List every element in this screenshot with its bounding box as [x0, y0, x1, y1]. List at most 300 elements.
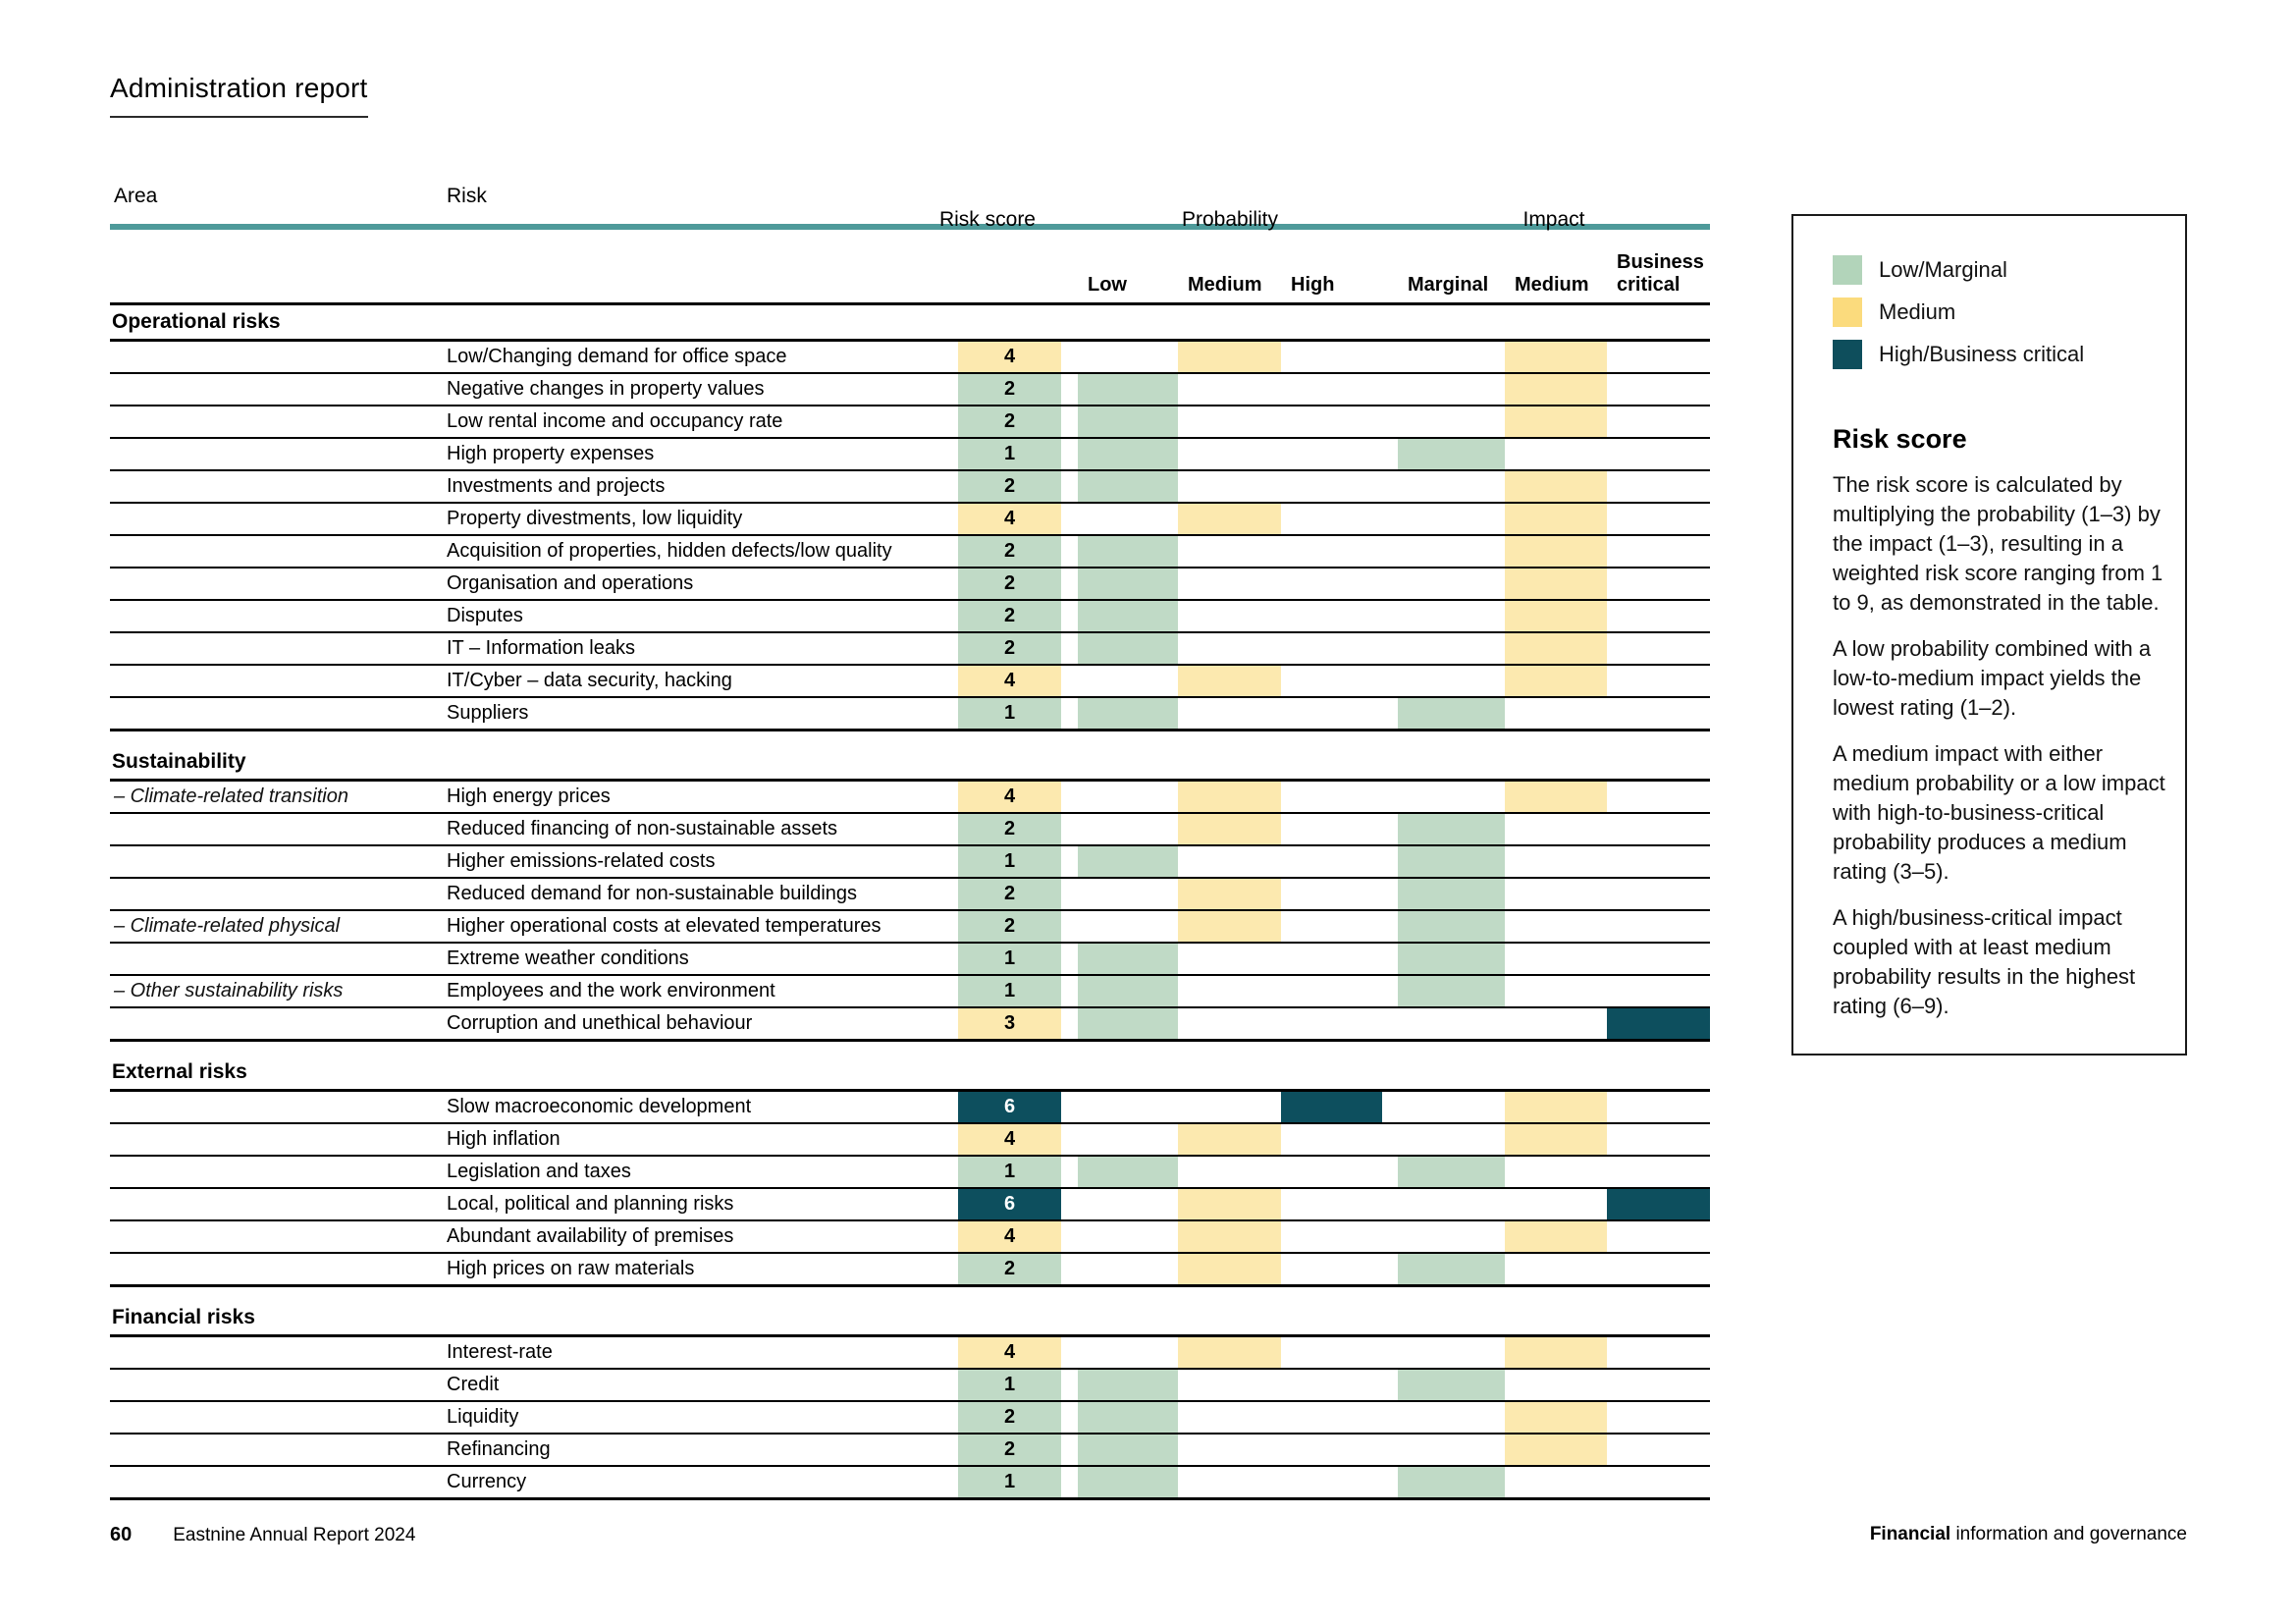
score-cell: 2	[958, 1254, 1061, 1284]
impact-marginal-cell	[1398, 568, 1505, 599]
impact-marginal-cell	[1398, 536, 1505, 567]
area-cell	[110, 1337, 447, 1368]
table-row	[110, 1157, 1710, 1189]
impact-business-critical-cell	[1607, 846, 1710, 877]
impact-marginal-cell	[1398, 374, 1505, 405]
probability-medium-cell	[1178, 504, 1281, 534]
risk-cell: IT/Cyber – data security, hacking	[447, 670, 732, 691]
impact-marginal-cell	[1398, 601, 1505, 631]
gap-cell	[1382, 846, 1398, 877]
gap-cell	[1382, 666, 1398, 696]
gap-cell	[1382, 439, 1398, 469]
risk-cell: Credit	[447, 1374, 500, 1395]
impact-business-critical-cell	[1607, 1467, 1710, 1497]
impact-marginal-cell	[1398, 814, 1505, 844]
probability-low-cell	[1078, 439, 1178, 469]
risk-cell: Interest-rate	[447, 1341, 553, 1363]
impact-marginal-cell	[1398, 1008, 1505, 1039]
score-cell: 2	[958, 879, 1061, 909]
area-cell	[110, 1008, 447, 1039]
impact-marginal-cell	[1398, 1467, 1505, 1497]
risk-cell: Organisation and operations	[447, 572, 694, 594]
area-cell	[110, 342, 447, 372]
impact-business-critical-cell	[1607, 782, 1710, 812]
probability-low-cell	[1078, 1124, 1178, 1155]
score-cell: 1	[958, 1467, 1061, 1497]
probability-low-cell	[1078, 1435, 1178, 1465]
score-cell: 1	[958, 846, 1061, 877]
area-cell	[110, 666, 447, 696]
risk-section	[110, 305, 1710, 731]
risk-cell: Extreme weather conditions	[447, 947, 689, 969]
impact-medium-cell	[1505, 568, 1607, 599]
score-cell: 4	[958, 782, 1061, 812]
table-row	[110, 601, 1710, 633]
table-row	[110, 406, 1710, 439]
header-impact: Impact	[1522, 208, 1585, 231]
impact-business-critical-cell	[1607, 439, 1710, 469]
area-cell	[110, 698, 447, 729]
probability-high-cell	[1281, 1467, 1382, 1497]
impact-business-critical-cell	[1607, 568, 1710, 599]
probability-medium-cell	[1178, 633, 1281, 664]
table-row	[110, 1124, 1710, 1157]
header-probability: Probability	[1181, 208, 1279, 231]
probability-high-cell	[1281, 439, 1382, 469]
risk-section	[110, 1301, 1710, 1500]
probability-low-cell	[1078, 504, 1178, 534]
gap-cell	[1061, 1435, 1078, 1465]
score-cell: 4	[958, 504, 1061, 534]
risk-cell: Suppliers	[447, 702, 529, 724]
score-cell: 2	[958, 633, 1061, 664]
probability-low-cell	[1078, 1370, 1178, 1400]
impact-marginal-cell	[1398, 1124, 1505, 1155]
probability-medium-cell	[1178, 1370, 1281, 1400]
probability-high-cell	[1281, 666, 1382, 696]
impact-marginal-cell	[1398, 1370, 1505, 1400]
area-cell	[110, 1092, 447, 1122]
table-row	[110, 666, 1710, 698]
table-row	[110, 1402, 1710, 1435]
probability-low-cell	[1078, 1337, 1178, 1368]
gap-cell	[1061, 911, 1078, 942]
probability-high-cell	[1281, 944, 1382, 974]
panel-paragraph: A high/business-critical impact coupled with at least medium probability results in the highest rating (6–9).	[1833, 905, 2136, 1018]
gap-cell	[1061, 782, 1078, 812]
medium-swatch-icon	[1833, 298, 1862, 327]
table-row	[110, 814, 1710, 846]
impact-medium-cell	[1505, 911, 1607, 942]
table-row	[110, 374, 1710, 406]
area-cell	[110, 846, 447, 877]
footer-left	[110, 1524, 415, 1546]
table-row	[110, 439, 1710, 471]
impact-business-critical-cell	[1607, 976, 1710, 1006]
probability-medium-cell	[1178, 536, 1281, 567]
gap-cell	[1061, 976, 1078, 1006]
gap-cell	[1382, 814, 1398, 844]
impact-marginal-cell	[1398, 1254, 1505, 1284]
table-row	[110, 536, 1710, 568]
probability-high-cell	[1281, 814, 1382, 844]
area-cell	[110, 1435, 447, 1465]
area-cell	[110, 1221, 447, 1252]
score-cell: 2	[958, 1402, 1061, 1433]
gap-cell	[1061, 374, 1078, 405]
probability-high-cell	[1281, 1337, 1382, 1368]
section-title: Operational risks	[110, 305, 1710, 342]
probability-medium-cell	[1178, 1254, 1281, 1284]
probability-low-cell	[1078, 1008, 1178, 1039]
area-cell	[110, 1467, 447, 1497]
score-cell: 1	[958, 1370, 1061, 1400]
gap-cell	[1382, 944, 1398, 974]
risk-cell: Higher emissions-related costs	[447, 850, 716, 872]
area-cell	[110, 1254, 447, 1284]
risk-cell: High prices on raw materials	[447, 1258, 695, 1279]
impact-business-critical-cell	[1607, 1008, 1710, 1039]
probability-high-cell	[1281, 1402, 1382, 1433]
gap-cell	[1061, 944, 1078, 974]
impact-medium-cell	[1505, 1370, 1607, 1400]
probability-medium-cell	[1178, 568, 1281, 599]
risk-cell: Disputes	[447, 605, 523, 626]
impact-business-critical-cell	[1607, 342, 1710, 372]
probability-high-cell	[1281, 406, 1382, 437]
probability-low-cell	[1078, 814, 1178, 844]
score-cell: 2	[958, 406, 1061, 437]
probability-high-cell	[1281, 976, 1382, 1006]
gap-cell	[1061, 666, 1078, 696]
impact-business-critical-cell	[1607, 471, 1710, 502]
footer-section-rest: information and governance	[1950, 1524, 2187, 1544]
risk-cell: Employees and the work environment	[447, 980, 775, 1001]
score-cell: 2	[958, 911, 1061, 942]
impact-marginal-cell	[1398, 1435, 1505, 1465]
gap-cell	[1061, 342, 1078, 372]
impact-medium-cell	[1505, 1157, 1607, 1187]
risk-cell: Reduced financing of non-sustainable assets	[447, 818, 838, 839]
score-cell: 1	[958, 944, 1061, 974]
impact-marginal-cell	[1398, 633, 1505, 664]
area-cell	[110, 536, 447, 567]
panel-paragraph: The risk score is calculated by multiplying the probability (1–3) by the impact (1–3), resulting in a weighted risk score ranging from 1 to 9, as demonstrated in the table.	[1833, 472, 2163, 615]
area-cell	[110, 601, 447, 631]
probability-low-cell	[1078, 1157, 1178, 1187]
impact-business-critical-cell	[1607, 1092, 1710, 1122]
probability-high-cell	[1281, 846, 1382, 877]
table-row	[110, 568, 1710, 601]
gap-cell	[1382, 1337, 1398, 1368]
impact-medium-cell	[1505, 601, 1607, 631]
probability-low-cell	[1078, 911, 1178, 942]
gap-cell	[1061, 1467, 1078, 1497]
gap-cell	[1061, 1124, 1078, 1155]
gap-cell	[1382, 1092, 1398, 1122]
impact-marginal-cell	[1398, 976, 1505, 1006]
probability-high-cell	[1281, 1124, 1382, 1155]
area-cell	[110, 1402, 447, 1433]
probability-low-cell	[1078, 633, 1178, 664]
probability-medium-cell	[1178, 601, 1281, 631]
impact-medium-cell	[1505, 1254, 1607, 1284]
subheader-impact-marginal: Marginal	[1408, 274, 1489, 296]
impact-business-critical-cell	[1607, 1402, 1710, 1433]
impact-business-critical-cell	[1607, 504, 1710, 534]
impact-business-critical-cell	[1607, 1221, 1710, 1252]
area-cell	[110, 879, 447, 909]
risk-cell: Acquisition of properties, hidden defects/low quality	[447, 540, 892, 562]
gap-cell	[1382, 1435, 1398, 1465]
probability-low-cell	[1078, 1254, 1178, 1284]
risk-cell: Higher operational costs at elevated temperatures	[447, 915, 881, 937]
impact-medium-cell	[1505, 1124, 1607, 1155]
area-cell	[110, 1124, 447, 1155]
gap-cell	[1061, 633, 1078, 664]
probability-low-cell	[1078, 601, 1178, 631]
impact-business-critical-cell	[1607, 698, 1710, 729]
gap-cell	[1382, 633, 1398, 664]
impact-medium-cell	[1505, 814, 1607, 844]
impact-marginal-cell	[1398, 1402, 1505, 1433]
probability-low-cell	[1078, 1092, 1178, 1122]
probability-low-cell	[1078, 1189, 1178, 1219]
risk-cell: Low rental income and occupancy rate	[447, 410, 783, 432]
table-row	[110, 944, 1710, 976]
impact-medium-cell	[1505, 1189, 1607, 1219]
probability-high-cell	[1281, 782, 1382, 812]
table-row	[110, 1254, 1710, 1287]
table-row	[110, 698, 1710, 731]
impact-marginal-cell	[1398, 342, 1505, 372]
gap-cell	[1382, 406, 1398, 437]
impact-business-critical-cell	[1607, 406, 1710, 437]
score-cell: 2	[958, 471, 1061, 502]
probability-low-cell	[1078, 666, 1178, 696]
footer-right	[1870, 1524, 2187, 1545]
impact-medium-cell	[1505, 536, 1607, 567]
impact-medium-cell	[1505, 1467, 1607, 1497]
probability-low-cell	[1078, 1402, 1178, 1433]
panel-paragraph: A medium impact with either medium probability or a low impact with high-to-business-critical probability produces a medium rating (3–5).	[1833, 741, 2165, 884]
probability-medium-cell	[1178, 1157, 1281, 1187]
gap-cell	[1061, 439, 1078, 469]
area-cell	[110, 504, 447, 534]
table-subheader-row	[110, 230, 1710, 305]
impact-medium-cell	[1505, 698, 1607, 729]
probability-high-cell	[1281, 911, 1382, 942]
footer-section-bold: Financial	[1869, 1524, 1951, 1544]
risk-cell: Low/Changing demand for office space	[447, 346, 787, 367]
probability-high-cell	[1281, 568, 1382, 599]
header-risk-score: Risk score	[938, 208, 1036, 231]
area-cell: – Climate-related transition	[114, 785, 348, 807]
score-cell: 2	[958, 814, 1061, 844]
gap-cell	[1382, 1402, 1398, 1433]
risk-cell: Property divestments, low liquidity	[447, 508, 743, 529]
subheader-probability-medium: Medium	[1188, 274, 1262, 296]
probability-low-cell	[1078, 1221, 1178, 1252]
score-cell: 2	[958, 1435, 1061, 1465]
gap-cell	[1061, 846, 1078, 877]
risk-cell: Currency	[447, 1471, 527, 1492]
impact-marginal-cell	[1398, 782, 1505, 812]
impact-marginal-cell	[1398, 504, 1505, 534]
gap-cell	[1061, 1254, 1078, 1284]
table-row	[110, 471, 1710, 504]
area-cell	[110, 814, 447, 844]
risk-cell: Legislation and taxes	[447, 1161, 631, 1182]
probability-medium-cell	[1178, 342, 1281, 372]
gap-cell	[1061, 1157, 1078, 1187]
report-name: Eastnine Annual Report 2024	[173, 1525, 416, 1545]
table-row	[110, 782, 1710, 814]
gap-cell	[1061, 1189, 1078, 1219]
probability-medium-cell	[1178, 1189, 1281, 1219]
probability-high-cell	[1281, 601, 1382, 631]
panel-heading: Risk score	[1833, 424, 1967, 454]
impact-business-critical-cell	[1607, 1254, 1710, 1284]
probability-medium-cell	[1178, 911, 1281, 942]
impact-business-critical-cell	[1607, 879, 1710, 909]
risk-cell: High inflation	[447, 1128, 561, 1150]
impact-business-critical-cell	[1607, 1157, 1710, 1187]
page-title: Administration report	[110, 73, 368, 118]
score-cell: 6	[958, 1092, 1061, 1122]
impact-marginal-cell	[1398, 439, 1505, 469]
impact-business-critical-cell	[1607, 944, 1710, 974]
area-cell	[110, 406, 447, 437]
probability-medium-cell	[1178, 846, 1281, 877]
score-cell: 4	[958, 666, 1061, 696]
probability-high-cell	[1281, 504, 1382, 534]
probability-medium-cell	[1178, 1008, 1281, 1039]
gap-cell	[1061, 471, 1078, 502]
probability-high-cell	[1281, 1008, 1382, 1039]
score-cell: 4	[958, 1221, 1061, 1252]
gap-cell	[1382, 1221, 1398, 1252]
area-cell	[110, 439, 447, 469]
risk-section	[110, 745, 1710, 1042]
probability-low-cell	[1078, 568, 1178, 599]
risk-cell: Refinancing	[447, 1438, 551, 1460]
area-cell	[110, 1189, 447, 1219]
probability-high-cell	[1281, 1435, 1382, 1465]
gap-cell	[1061, 568, 1078, 599]
probability-medium-cell	[1178, 1402, 1281, 1433]
probability-low-cell	[1078, 342, 1178, 372]
impact-medium-cell	[1505, 1092, 1607, 1122]
impact-business-critical-cell	[1607, 633, 1710, 664]
risk-cell: Corruption and unethical behaviour	[447, 1012, 753, 1034]
impact-marginal-cell	[1398, 911, 1505, 942]
table-row	[110, 633, 1710, 666]
impact-business-critical-cell	[1607, 1337, 1710, 1368]
risk-table	[110, 185, 1710, 1500]
area-cell	[110, 633, 447, 664]
score-cell: 4	[958, 1337, 1061, 1368]
subheader-impact-medium: Medium	[1515, 274, 1589, 296]
area-cell: – Other sustainability risks	[114, 980, 344, 1001]
probability-high-cell	[1281, 471, 1382, 502]
score-cell: 2	[958, 568, 1061, 599]
gap-cell	[1061, 879, 1078, 909]
impact-medium-cell	[1505, 976, 1607, 1006]
probability-medium-cell	[1178, 1435, 1281, 1465]
area-cell	[110, 568, 447, 599]
probability-medium-cell	[1178, 1124, 1281, 1155]
probability-medium-cell	[1178, 1467, 1281, 1497]
risk-section	[110, 1056, 1710, 1287]
risk-cell: Investments and projects	[447, 475, 666, 497]
table-row	[110, 1467, 1710, 1500]
area-cell	[110, 1370, 447, 1400]
probability-medium-cell	[1178, 666, 1281, 696]
panel-paragraph: A low probability combined with a low-to-medium impact yields the lowest rating (1–2).	[1833, 636, 2152, 720]
risk-cell: IT – Information leaks	[447, 637, 635, 659]
impact-medium-cell	[1505, 846, 1607, 877]
impact-medium-cell	[1505, 439, 1607, 469]
legend-item	[1833, 298, 2165, 327]
probability-medium-cell	[1178, 944, 1281, 974]
probability-high-cell	[1281, 879, 1382, 909]
gap-cell	[1061, 601, 1078, 631]
probability-low-cell	[1078, 1467, 1178, 1497]
impact-medium-cell	[1505, 342, 1607, 372]
probability-high-cell	[1281, 1221, 1382, 1252]
probability-medium-cell	[1178, 1092, 1281, 1122]
impact-business-critical-cell	[1607, 666, 1710, 696]
legend-label: Low/Marginal	[1879, 257, 2007, 282]
score-cell: 4	[958, 1124, 1061, 1155]
score-cell: 6	[958, 1189, 1061, 1219]
score-cell: 1	[958, 439, 1061, 469]
table-row	[110, 846, 1710, 879]
impact-marginal-cell	[1398, 698, 1505, 729]
gap-cell	[1382, 1008, 1398, 1039]
impact-marginal-cell	[1398, 846, 1505, 877]
impact-marginal-cell	[1398, 1337, 1505, 1368]
impact-medium-cell	[1505, 374, 1607, 405]
gap-cell	[1382, 1189, 1398, 1219]
high-business-critical-swatch-icon	[1833, 340, 1862, 369]
page-number: 60	[110, 1524, 133, 1545]
gap-cell	[1382, 976, 1398, 1006]
impact-medium-cell	[1505, 1435, 1607, 1465]
gap-cell	[1382, 342, 1398, 372]
impact-medium-cell	[1505, 666, 1607, 696]
gap-cell	[1382, 504, 1398, 534]
gap-cell	[1061, 1008, 1078, 1039]
impact-business-critical-cell	[1607, 1370, 1710, 1400]
score-cell: 1	[958, 1157, 1061, 1187]
impact-medium-cell	[1505, 879, 1607, 909]
probability-medium-cell	[1178, 439, 1281, 469]
gap-cell	[1061, 698, 1078, 729]
probability-high-cell	[1281, 698, 1382, 729]
probability-medium-cell	[1178, 374, 1281, 405]
probability-high-cell	[1281, 374, 1382, 405]
table-row	[110, 976, 1710, 1008]
risk-cell: High property expenses	[447, 443, 655, 464]
score-cell: 2	[958, 374, 1061, 405]
risk-cell: Negative changes in property values	[447, 378, 765, 400]
impact-business-critical-cell	[1607, 911, 1710, 942]
impact-medium-cell	[1505, 1402, 1607, 1433]
gap-cell	[1061, 1092, 1078, 1122]
table-row	[110, 1221, 1710, 1254]
